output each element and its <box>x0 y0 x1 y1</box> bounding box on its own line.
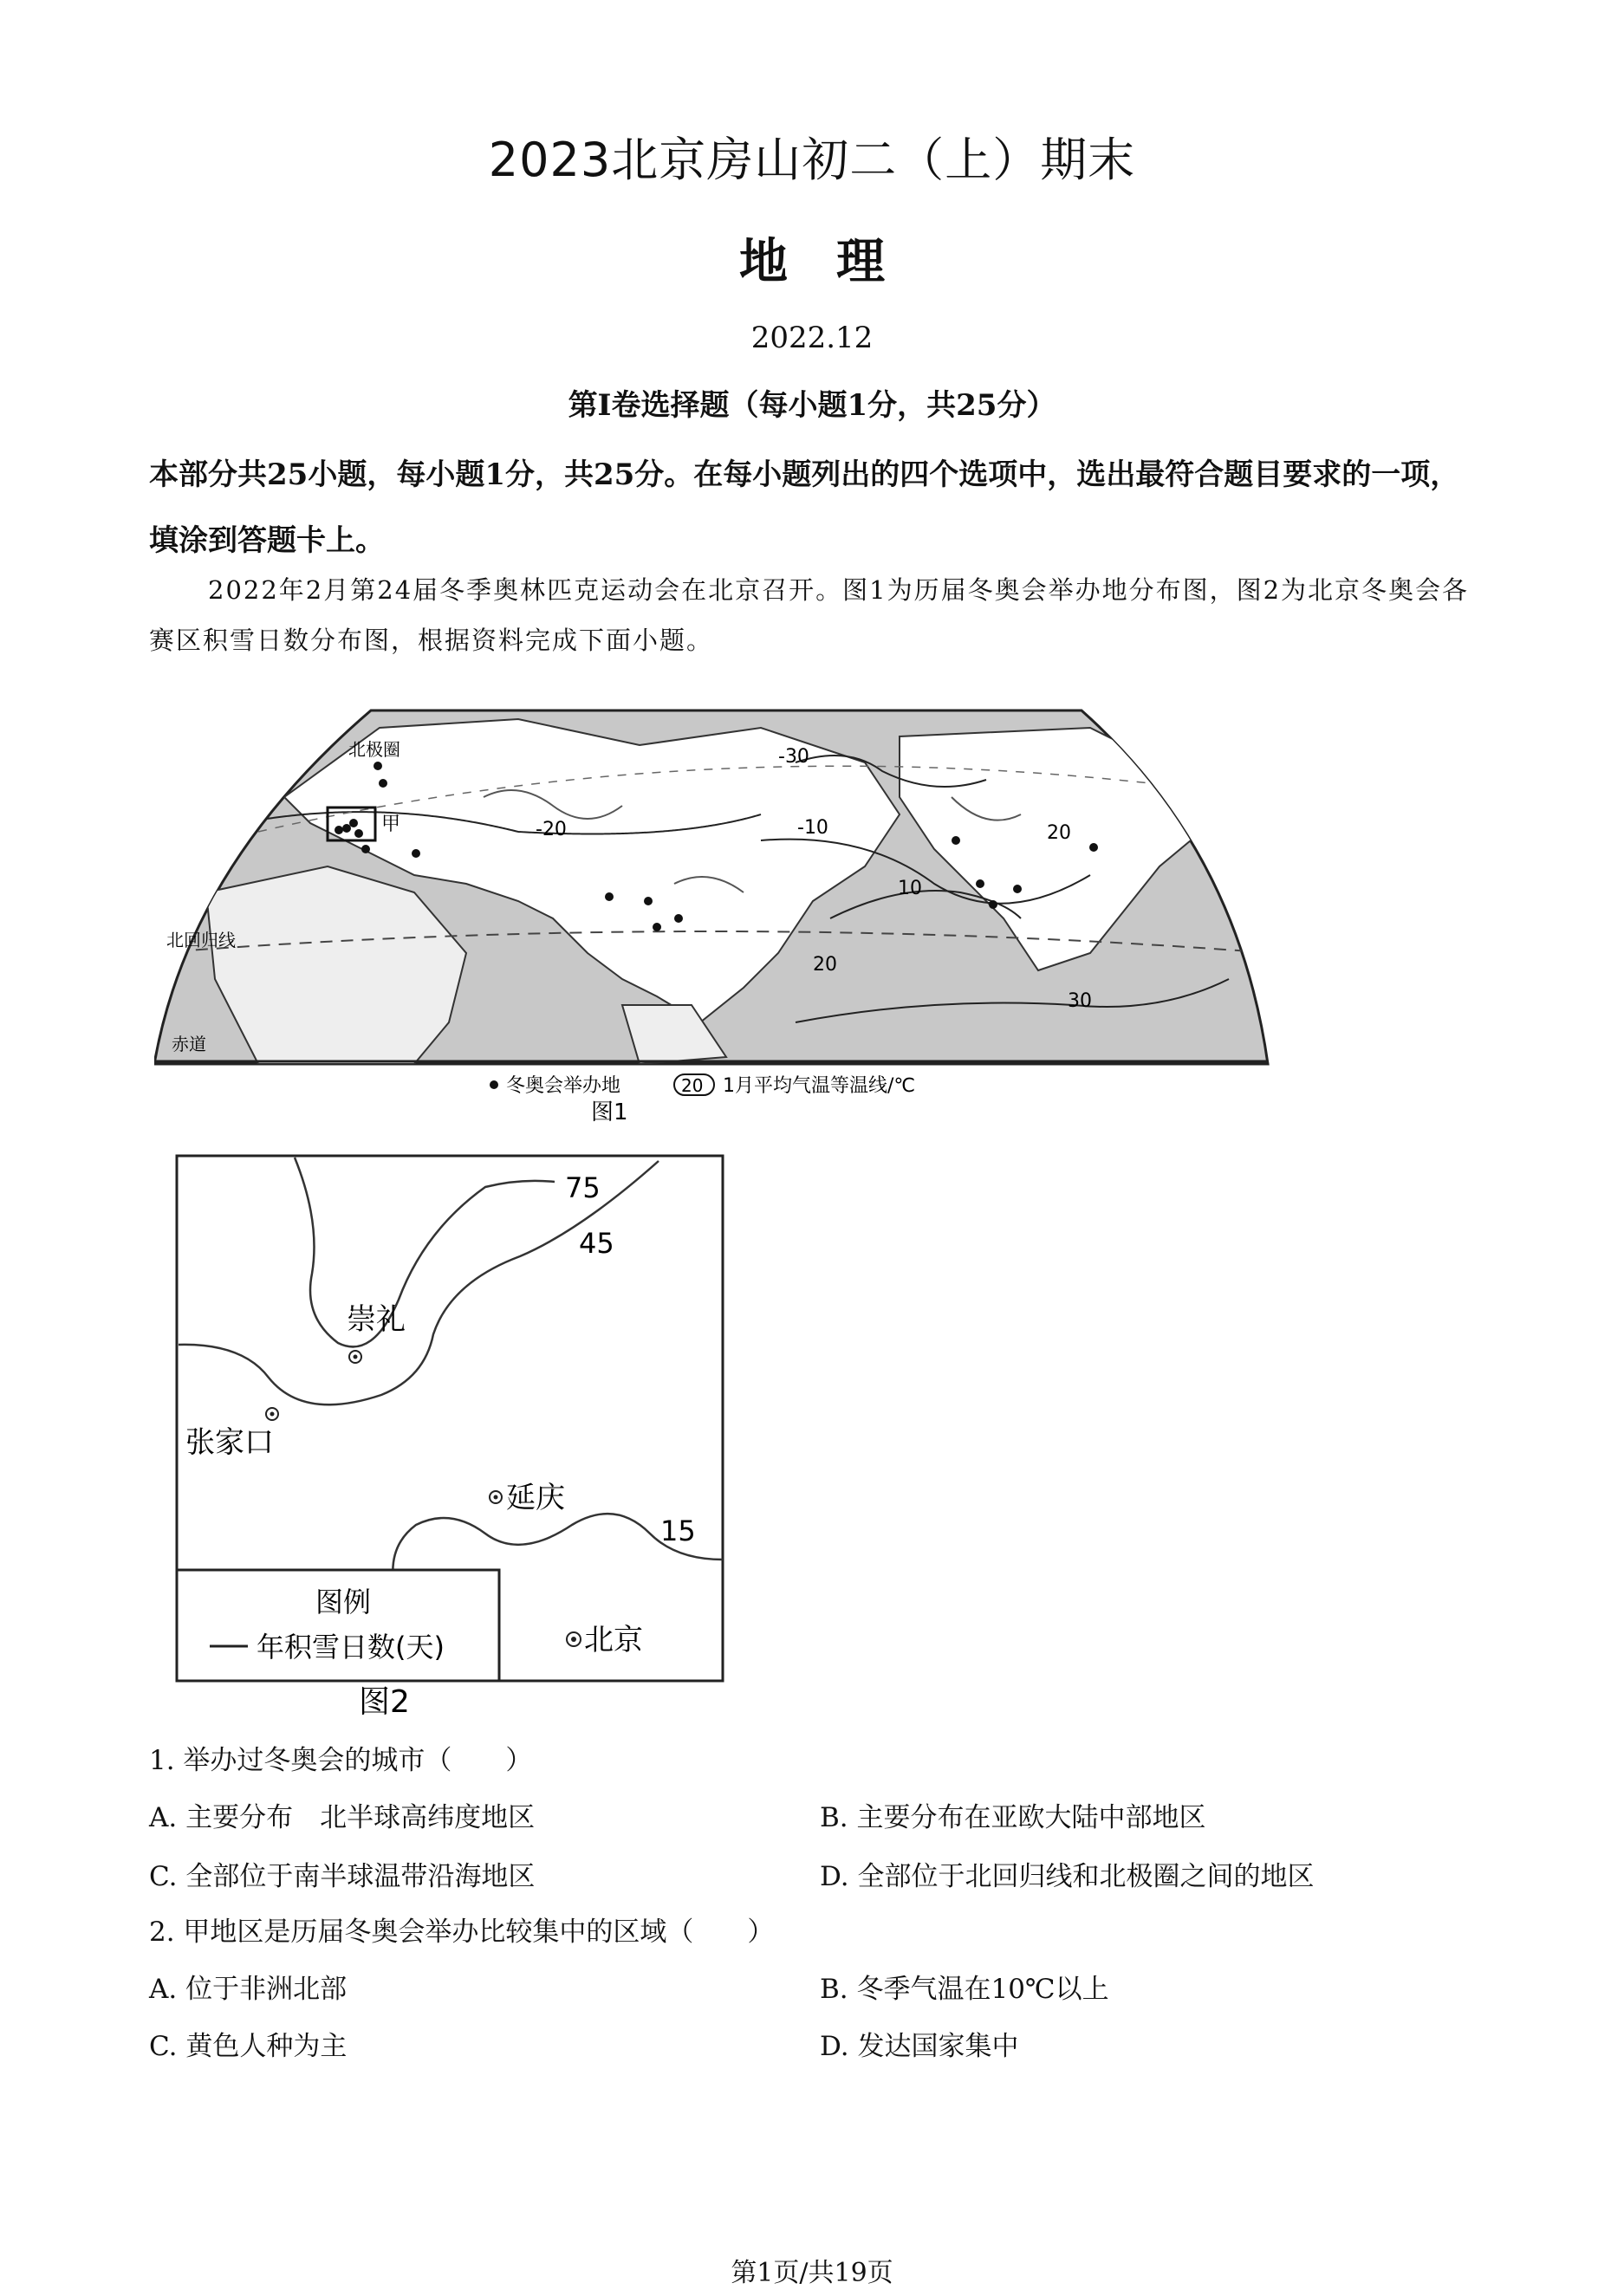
legend-isotherm-label: 1月平均气温等温线/℃ <box>723 1075 916 1097</box>
q1-option-b[interactable]: B. 主要分布在亚欧大陆中部地区 <box>820 1802 1206 1833</box>
isotherm-label-20a: 20 <box>1047 822 1071 844</box>
figure1-world-map <box>154 693 1272 1126</box>
exam-date: 2022.12 <box>750 321 874 355</box>
isotherm-label-m10: -10 <box>797 817 828 839</box>
figure1-caption: 图1 <box>591 1099 628 1125</box>
tropic-label: 北回归线 <box>166 930 236 950</box>
q1-option-d[interactable]: D. 全部位于北回归线和北极圈之间的地区 <box>820 1861 1315 1892</box>
contour-label-75: 75 <box>565 1171 601 1204</box>
section-title: 第Ⅰ卷选择题（每小题1分，共25分） <box>568 388 1056 423</box>
legend-isotherm-value: 20 <box>681 1075 704 1096</box>
intro-paragraph <box>149 565 1484 665</box>
intro-text: 2022年2月第24届冬季奥林匹克运动会在北京召开。图1为历届冬奥会举办地分布图，图2为北京冬奥会各赛区积雪日数分布图，根据资料完成下面小题。 <box>149 575 1470 655</box>
q2-option-d[interactable]: D. 发达国家集中 <box>820 2031 1019 2062</box>
q2-option-a[interactable]: A. 位于非洲北部 <box>149 1974 348 2005</box>
instructions: 本部分共25小题，每小题1分，共25分。在每小题列出的四个选项中，选出最符合题目要求的一项，填涂到答题卡上。 <box>149 457 1460 558</box>
page-title: 2023北京房山初二（上）期末 <box>488 133 1136 187</box>
contour-label-45: 45 <box>579 1227 614 1260</box>
q1-option-a[interactable]: A. 主要分布 北半球高纬度地区 <box>149 1802 536 1833</box>
page-footer: 第1页/共19页 <box>731 2258 893 2288</box>
isotherm-label-20b: 20 <box>813 954 837 976</box>
figure2-snow-map <box>173 1152 728 1716</box>
place-zhangjiakou: 张家口 <box>185 1425 274 1460</box>
q2-option-c[interactable]: C. 黄色人种为主 <box>149 2031 348 2062</box>
question-2-stem: 2. 甲地区是历届冬奥会举办比较集中的区域（ ） <box>149 1917 775 1948</box>
subject-title: 地 理 <box>739 234 885 290</box>
region-jia-label: 甲 <box>381 814 401 835</box>
question-1-stem: 1. 举办过冬奥会的城市（ ） <box>149 1745 533 1776</box>
isotherm-label-30: 30 <box>1068 990 1092 1012</box>
place-beijing: 北京 <box>584 1623 643 1657</box>
contour-label-15: 15 <box>660 1514 696 1547</box>
legend-host-label: 冬奥会举办地 <box>506 1075 621 1097</box>
figure2-legend-item: 年积雪日数(天) <box>257 1631 445 1664</box>
arctic-label: 北极圈 <box>348 739 400 760</box>
q1-option-c[interactable]: C. 全部位于南半球温带沿海地区 <box>149 1861 536 1892</box>
isotherm-label-m30: -30 <box>778 746 809 768</box>
q2-option-b[interactable]: B. 冬季气温在10℃以上 <box>820 1974 1109 2005</box>
equator-label: 赤道 <box>172 1034 206 1054</box>
isotherm-label-10: 10 <box>898 878 922 899</box>
place-yanqing: 延庆 <box>506 1481 565 1515</box>
place-chongli: 崇礼 <box>347 1302 406 1337</box>
figure2-legend-title: 图例 <box>315 1586 372 1618</box>
figure2-caption: 图2 <box>359 1684 410 1716</box>
isotherm-label-m20: -20 <box>536 819 567 840</box>
